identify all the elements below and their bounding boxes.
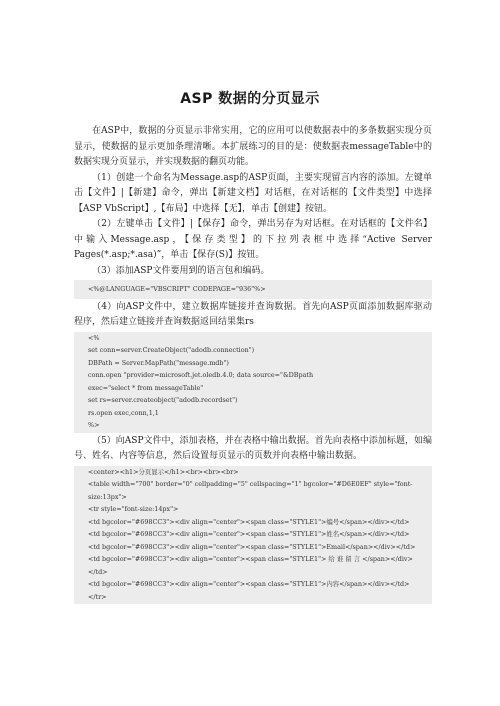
step-4-paragraph: （4）向ASP文件中，建立数据库链接并查询数据。首先向ASP页面添加数据库驱动程序，然后建立链接并查询数据返回结果集rs <box>74 301 432 327</box>
code-block-table <box>74 466 432 605</box>
code-line: set conn=server.CreateObject("adodb.connection") <box>88 346 255 354</box>
code-line: exec="select * from messageTable" <box>88 383 204 392</box>
code-line: <table width="700" border="0" cellpadding="5" cellspacing="1" bgcolor="#D6E0EF" style="font-size:13px"> <box>88 480 413 501</box>
code-line: %> <box>88 421 100 429</box>
page-title: ASP 数据的分页显示 <box>180 91 320 107</box>
code-line: <% <box>88 333 100 342</box>
code-line: set rs=server.createobject("adodb.recordset") <box>88 396 238 404</box>
code-line: <td bgcolor="#698CC3"><div align="center"><span class="STYLE1"> 给 谁 留 言 </span></div></td> <box>88 555 413 576</box>
code-line: <tr style="font-size:14px"> <box>88 505 179 513</box>
code-line: <td bgcolor="#698CC3"><div align="center"><span class="STYLE1">Email</span></div></td> <box>88 542 416 551</box>
code-line: </tr> <box>88 592 107 601</box>
code-line: conn.open "provider=microsoft.jet.oledb.4.0; data source="&DBpath <box>88 371 314 379</box>
step-1-paragraph: （1）创建一个命名为Message.asp的ASP页面，主要实现留言内容的添加。左键单击【文件】|【新建】命令，弹出【新建文档】对话框，在对话框的【文件类型】中选择【ASP VbScript】,【布局】中选择【无】，单击【创建】按钮。 <box>74 172 432 214</box>
code-line: rs.open exec,conn,1,1 <box>88 408 159 417</box>
code-line: <%@LANGUAGE="VBSCRIPT" CODEPAGE="936"%> <box>88 285 266 293</box>
code-line: DBPath = Server.MapPath("message.mdb") <box>88 358 229 367</box>
step-5-paragraph: （5）向ASP文件中，添加表格，并在表格中输出数据。首先向表格中添加标题，如编号、姓名、内容等信息，然后设置每页显示的页数并向表格中输出数据。 <box>74 435 432 461</box>
code-block-language <box>74 280 432 299</box>
code-line: <td bgcolor="#698CC3"><div align="center"><span class="STYLE1">姓名</span></div></td> <box>88 530 410 538</box>
code-line: <td bgcolor="#698CC3"><div align="center"><span class="STYLE1">内容</span></div></td> <box>88 580 410 588</box>
document-body <box>74 124 432 605</box>
code-line: <center><h1>分页显示</h1><br><br><br> <box>88 467 239 476</box>
code-line: <td bgcolor="#698CC3"><div align="center"><span class="STYLE1">编号</span></div></td> <box>88 517 410 526</box>
code-block-database <box>74 332 432 433</box>
step-2-paragraph: （2）左键单击【文件】|【保存】命令，弹出另存为对话框。在对话框的【文件名】中输入Message.asp，【保存类型】的下拉列表框中选择“Active Server Pages(*.asp;*.asa)”，单击【保存(S)】按钮。 <box>74 219 432 260</box>
step-3-paragraph: （3）添加ASP文件要用到的语言包和编码。 <box>92 265 270 276</box>
intro-paragraph: 在ASP中，数据的分页显示非常实用，它的应用可以使数据表中的多条数据实现分页显示，使数据的显示更加条理清晰。本扩展练习的目的是：使数据表messageTable中的数据实现分页显示，并实现数据的翻页功能。 <box>74 126 432 167</box>
